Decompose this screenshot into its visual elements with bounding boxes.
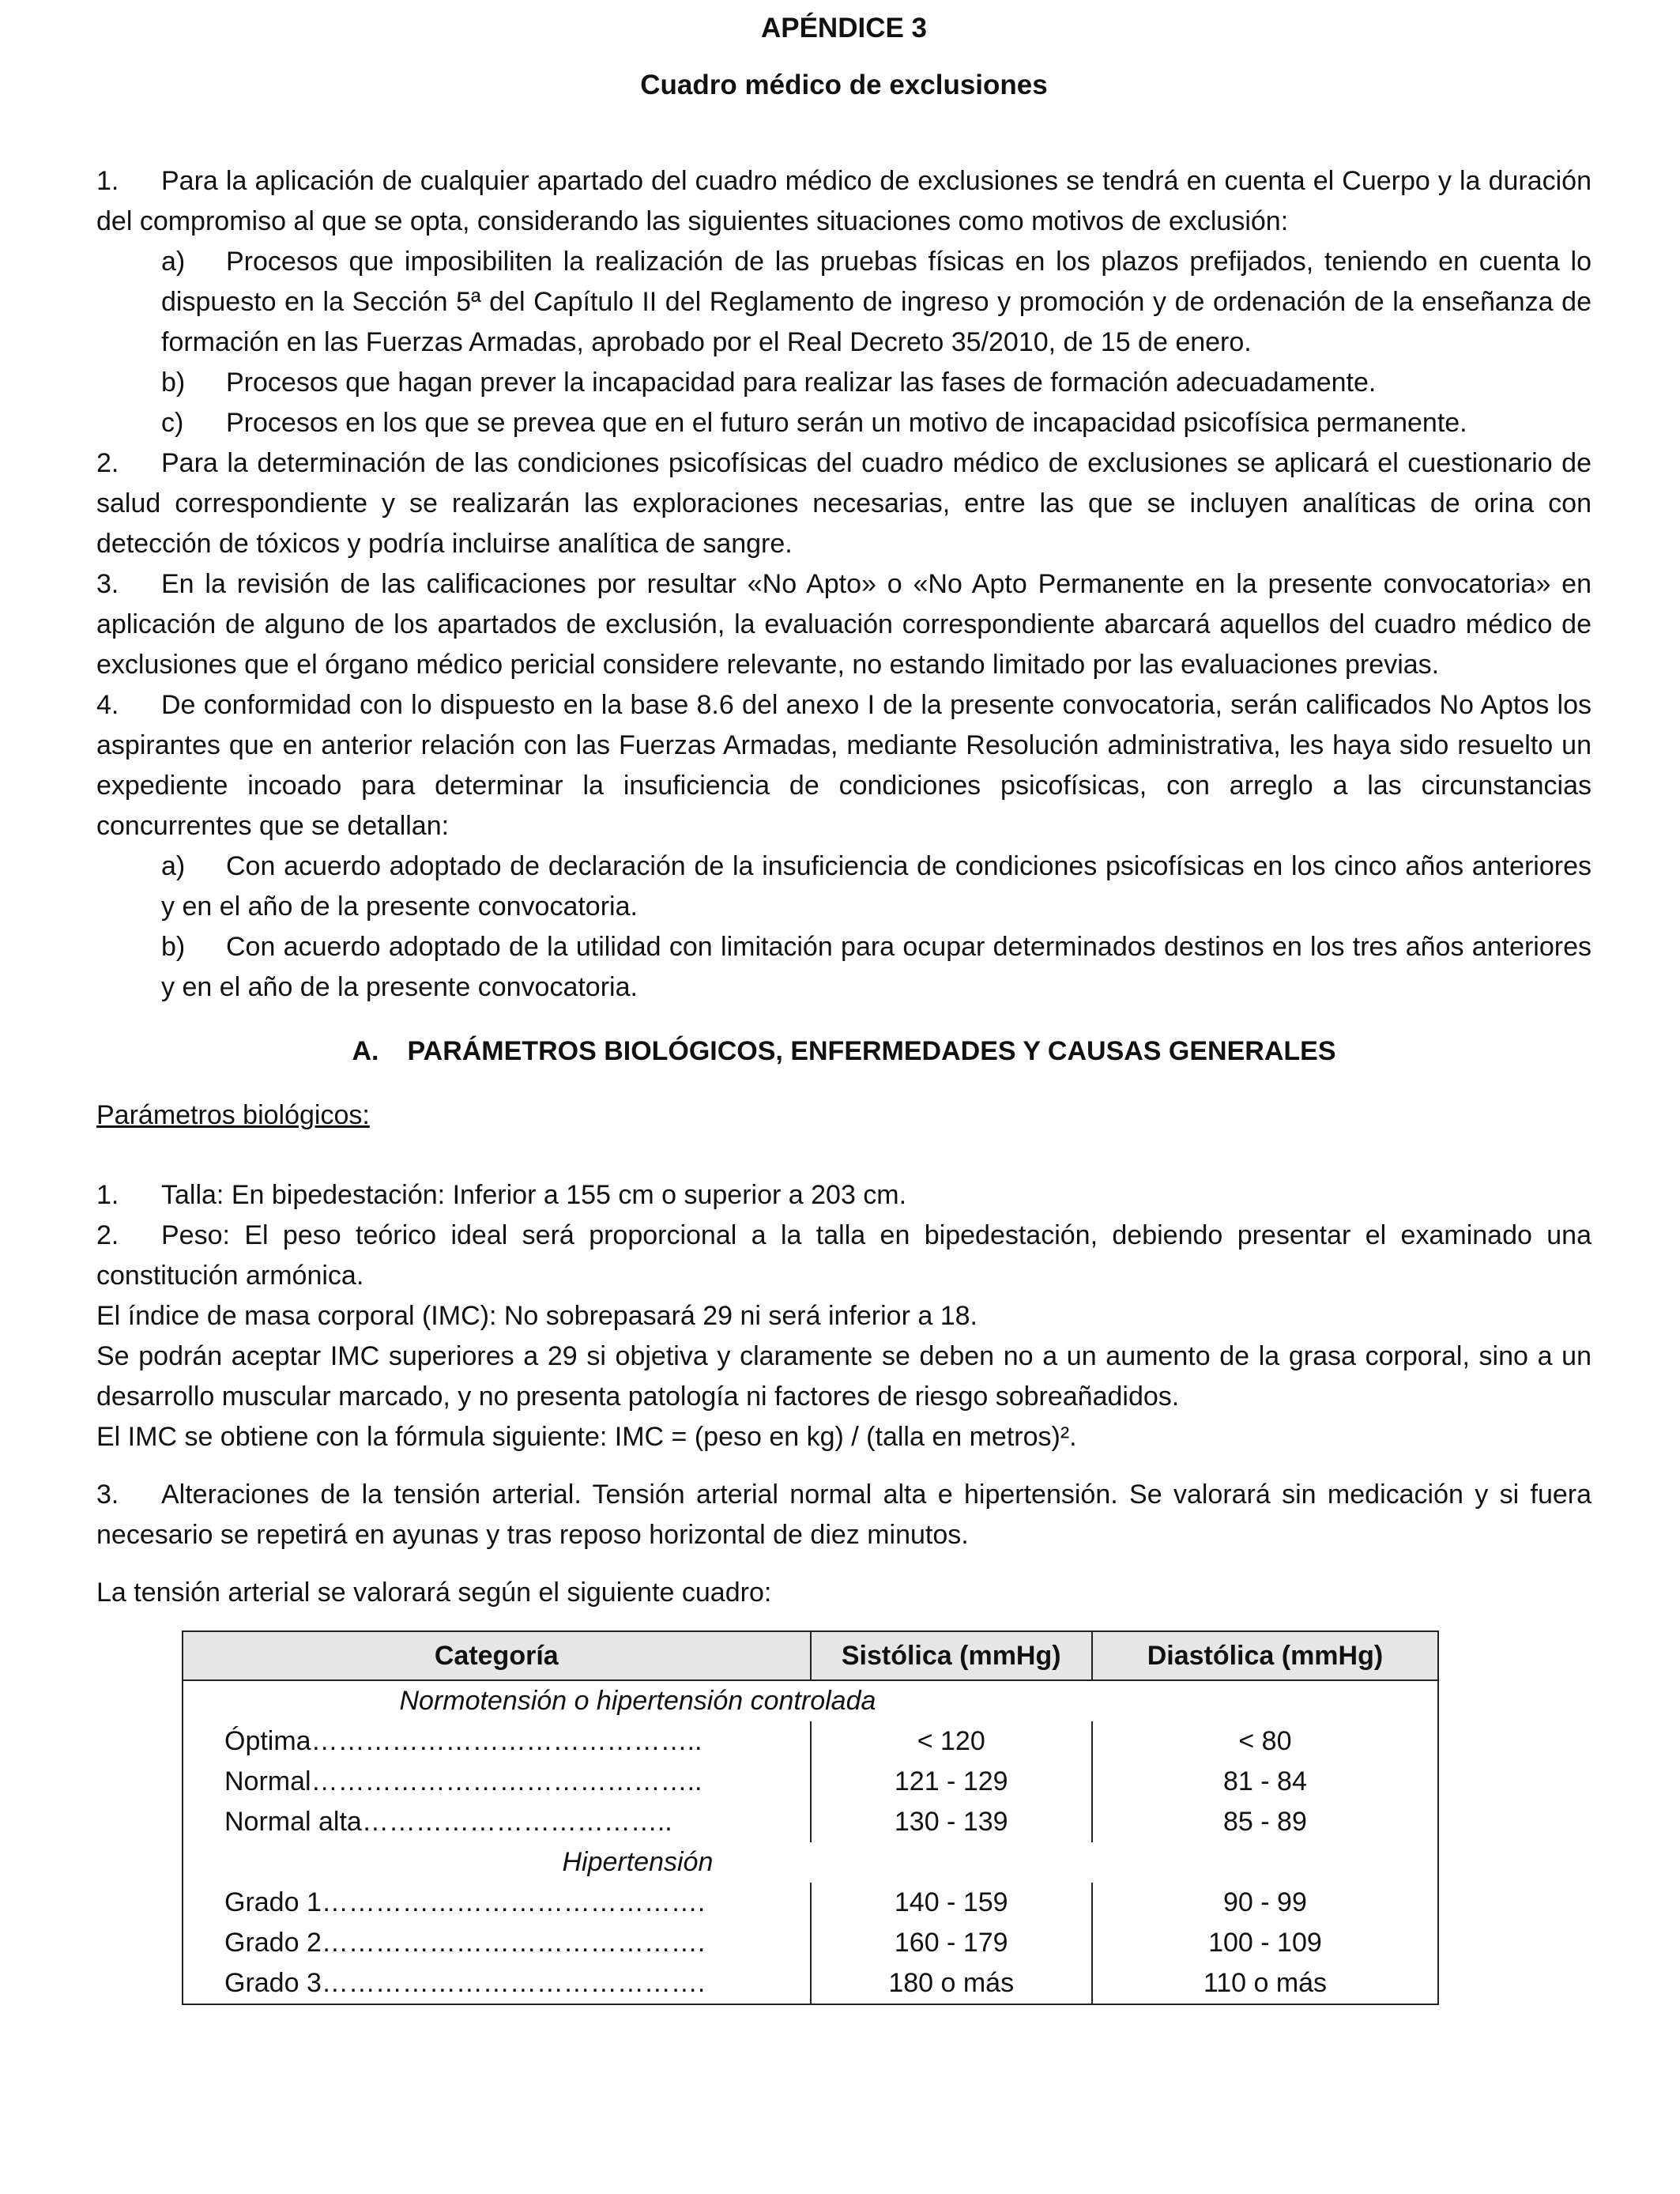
blood-pressure-table (182, 1630, 1439, 2005)
intro-item-1-a: a) Procesos que imposibiliten la realización de las pruebas físicas en los plazos prefijados, teniendo en cuenta lo dispuesto en la Sección 5ª del Capítulo II del Reglamento de ingreso y promoción y de ordenación de la enseñanza de formación en las Fuerzas Armadas, aprobado por el Real Decreto 35/2010, de 15 de enero. (161, 247, 1591, 357)
intro-item-4-b: b) Con acuerdo adoptado de la utilidad con limitación para ocupar determinados destinos en los tres años anteriores y en el año de la presente convocatoria. (161, 932, 1591, 1002)
appendix-subtitle: Cuadro médico de exclusiones (640, 70, 1048, 100)
intro-item-4: 4. De conformidad con lo dispuesto en la base 8.6 del anexo I de la presente convocatoria, serán calificados No Aptos los aspirantes que en anterior relación con las Fuerzas Armadas, mediante Resolución administrativa, les haya sido resuelto un expediente incoado para determinar la insuficiencia de condiciones psicofísicas, con arreglo a las circunstancias concurrentes que se detallan: (96, 690, 1591, 841)
row-systolic: 130 - 139 (811, 1802, 1092, 1842)
appendix-title: APÉNDICE 3 (760, 13, 928, 43)
row-category: Óptima…………………………………….. (183, 1721, 811, 1762)
biological-parameters-heading: Parámetros biológicos: (96, 1100, 370, 1130)
table-row (183, 1802, 1438, 1842)
row-diastolic: < 80 (1092, 1721, 1438, 1762)
row-systolic: 121 - 129 (811, 1762, 1092, 1802)
imc-paragraph-1: El índice de masa corporal (IMC): No sobrepasará 29 ni será inferior a 18. (96, 1301, 977, 1331)
table-intro: La tensión arterial se valorará según el siguiente cuadro: (96, 1578, 772, 1608)
imc-paragraph-3: El IMC se obtiene con la fórmula siguiente: IMC = (peso en kg) / (talla en metros)². (96, 1422, 1077, 1452)
table-row (183, 1923, 1438, 1963)
row-systolic: 140 - 159 (811, 1883, 1092, 1923)
table-row (183, 1963, 1438, 2004)
group-label: Normotensión o hipertensión controlada (183, 1680, 1092, 1721)
row-diastolic: 90 - 99 (1092, 1883, 1438, 1923)
row-systolic: 180 o más (811, 1963, 1092, 2004)
row-systolic: 160 - 179 (811, 1923, 1092, 1963)
document-body (96, 161, 1591, 2005)
intro-item-1-c: c) Procesos en los que se prevea que en el futuro serán un motivo de incapacidad psicofísica permanente. (161, 408, 1467, 438)
row-diastolic: 81 - 84 (1092, 1762, 1438, 1802)
header-category: Categoría (183, 1631, 811, 1680)
intro-item-2: 2. Para la determinación de las condiciones psicofísicas del cuadro médico de exclusiones se aplicará el cuestionario de salud correspondiente y se realizarán las exploraciones necesarias, entre las que se incluyen analíticas de orina con detección de tóxicos y podría incluirse analítica de sangre. (96, 448, 1591, 559)
group-label: Hipertensión (183, 1842, 1092, 1883)
header-systolic: Sistólica (mmHg) (811, 1631, 1092, 1680)
row-diastolic: 85 - 89 (1092, 1802, 1438, 1842)
row-diastolic: 110 o más (1092, 1963, 1438, 2004)
intro-item-3: 3. En la revisión de las calificaciones por resultar «No Apto» o «No Apto Permanente en la presente convocatoria» en aplicación de alguno de los apartados de exclusión, la evaluación correspondiente abarcará aquellos del cuadro médico de exclusiones que el órgano médico pericial considere relevante, no estando limitado por las evaluaciones previas. (96, 569, 1591, 680)
header-diastolic: Diastólica (mmHg) (1092, 1631, 1438, 1680)
row-category: Grado 2……………………………………. (183, 1923, 811, 1963)
intro-item-4-a: a) Con acuerdo adoptado de declaración de la insuficiencia de condiciones psicofísicas en los cinco años anteriores y en el año de la presente convocatoria. (161, 851, 1591, 922)
table-row (183, 1762, 1438, 1802)
row-category: Grado 1……………………………………. (183, 1883, 811, 1923)
row-diastolic: 100 - 109 (1092, 1923, 1438, 1963)
intro-item-1-b: b) Procesos que hagan prever la incapacidad para realizar las fases de formación adecuadamente. (161, 368, 1377, 398)
table-row (183, 1721, 1438, 1762)
group-row-normotension (183, 1680, 1438, 1721)
param-item-2: 2. Peso: El peso teórico ideal será proporcional a la talla en bipedestación, debiendo presentar el examinado una constitución armónica. (96, 1220, 1591, 1291)
row-category: Grado 3……………………………………. (183, 1963, 811, 2004)
param-item-3: 3. Alteraciones de la tensión arterial. Tensión arterial normal alta e hipertensión. Se valorará sin medicación y si fuera necesario se repetirá en ayunas y tras reposo horizontal de diez minutos. (96, 1480, 1591, 1550)
table-header-row (183, 1631, 1438, 1680)
group-row-hypertension (183, 1842, 1438, 1883)
row-category: Normal alta…………………………….. (183, 1802, 811, 1842)
section-a-heading: A. PARÁMETROS BIOLÓGICOS, ENFERMEDADES Y CAUSAS GENERALES (352, 1036, 1336, 1066)
table-row (183, 1883, 1438, 1923)
param-item-1: 1. Talla: En bipedestación: Inferior a 155 cm o superior a 203 cm. (96, 1180, 907, 1210)
row-category: Normal…………………………………….. (183, 1762, 811, 1802)
row-systolic: < 120 (811, 1721, 1092, 1762)
imc-paragraph-2: Se podrán aceptar IMC superiores a 29 si objetiva y claramente se deben no a un aumento de la grasa corporal, sino a un desarrollo muscular marcado, y no presenta patología ni factores de riesgo sobreañadidos. (96, 1341, 1591, 1412)
intro-item-1: 1. Para la aplicación de cualquier apartado del cuadro médico de exclusiones se tendrá en cuenta el Cuerpo y la duración del compromiso al que se opta, considerando las siguientes situaciones como motivos de exclusión: (96, 166, 1591, 236)
